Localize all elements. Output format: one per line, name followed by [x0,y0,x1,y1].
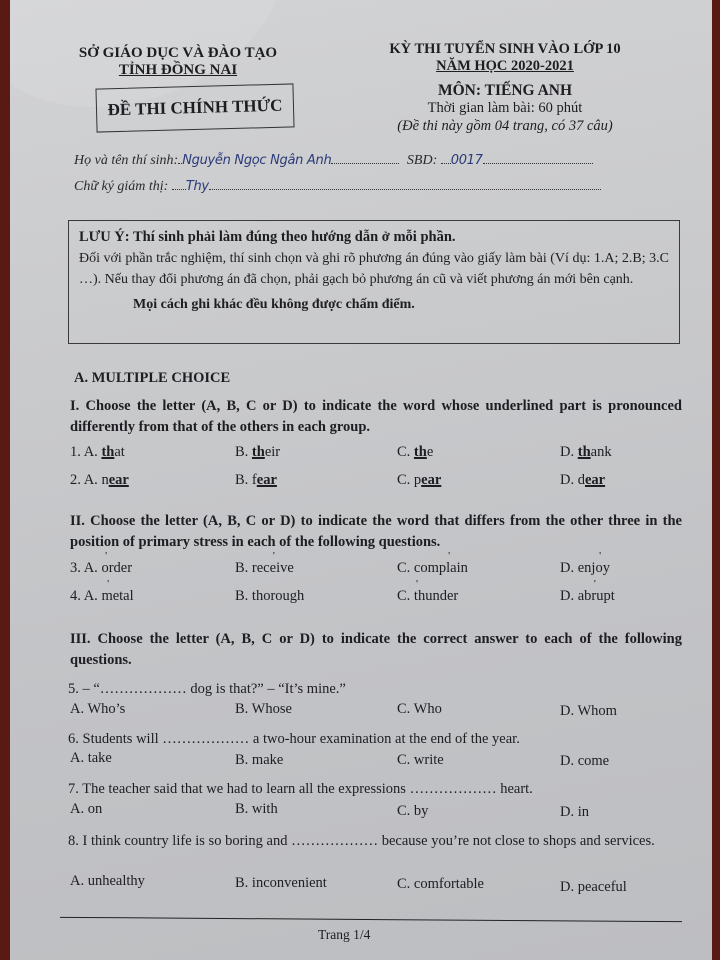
q5-option-a[interactable]: A. Who’s [70,701,126,717]
q4-option-b[interactable]: B. thorough [235,588,305,604]
q8-option-b[interactable]: B. inconvenient [235,875,327,891]
supervisor-signature[interactable]: Thy [185,179,209,194]
instruction-note-box [68,220,680,344]
note-final: Mọi cách ghi khác đều không được chấm điểm. [133,297,415,312]
duration: Thời gian làm bài: 60 phút [427,100,583,116]
question-6-options [70,750,690,770]
exam-paper [10,0,712,960]
q8-option-a[interactable]: A. unhealthy [70,873,145,889]
q7-option-d[interactable]: D. in [560,804,589,820]
stress-mark: ' e [270,560,276,576]
q5-option-b[interactable]: B. Whose [235,701,292,717]
sbd-label: SBD: [406,153,438,168]
q8-option-c[interactable]: C. comfortable [397,876,484,892]
section-title: A. MULTIPLE CHOICE [74,370,231,386]
stress-mark: ' m [101,588,112,604]
q3-option-d[interactable]: D. enj' oy [560,560,610,577]
supervisor-line [74,176,601,195]
question-1 [70,444,690,464]
question-2 [70,472,690,492]
q2-option-b[interactable]: B. fear [235,472,277,488]
q3-option-a[interactable]: 3. A. ' order [70,560,132,577]
part2-instruction: II. Choose the letter (A, B, C or D) to indicate the word that differs from the other three in the position of primary stress in each of the following questions. [70,513,682,550]
q4-option-a[interactable]: 4. A. ' metal [70,588,134,605]
q5-option-c[interactable]: C. Who [397,701,442,717]
q4-option-d[interactable]: D. ab' rupt [560,588,615,605]
department-line1: SỞ GIÁO DỤC VÀ ĐÀO TẠO [78,45,278,61]
q3-option-c[interactable]: C. comp' lain [397,560,468,577]
question-7-options [70,801,690,821]
q1-option-a[interactable]: 1. A. that [70,444,125,460]
supervisor-label: Chữ ký giám thị: [74,179,169,194]
stress-mark: ' o [595,560,602,576]
question-3 [70,560,690,580]
q7-stem: 7. The teacher said that we had to learn all the expressions ……………… heart. [68,781,533,797]
stress-mark: ' o [101,560,108,576]
q2-option-a[interactable]: 2. A. near [70,472,129,488]
official-exam-label: ĐỀ THI CHÍNH THỨC [95,83,294,132]
q5-option-d[interactable]: D. Whom [560,703,617,719]
question-5-options [70,701,690,721]
q7-option-b[interactable]: B. with [235,801,278,817]
stress-mark: ' r [591,588,596,604]
q6-stem: 6. Students will ……………… a two-hour examination at the end of the year. [68,731,520,747]
page-info: (Đề thi này gồm 04 trang, có 37 câu) [397,118,613,134]
part3-instruction: III. Choose the letter (A, B, C or D) to indicate the correct answer to each of the following questions. [70,631,682,668]
q6-option-c[interactable]: C. write [397,752,444,768]
part1-instruction: I. Choose the letter (A, B, C or D) to indicate the word whose underlined part is pronounced differently from that of the others in each group. [70,398,682,435]
q4-option-c[interactable]: C. ' thunder [397,588,458,605]
q8-option-d[interactable]: D. peaceful [560,879,627,895]
footer-divider [60,917,682,922]
q6-option-a[interactable]: A. take [70,750,112,766]
department-header [68,45,288,79]
q2-option-c[interactable]: C. pear [397,472,442,488]
note-body: Đối với phần trắc nghiệm, thí sinh chọn và ghi rõ phương án đúng vào giấy làm bài (Ví dụ: 1.A; 2.B; 3.C …). Nếu thay đổi phương án đã chọn, phải gạch bỏ phương án cũ và viết phương án mới bên cạnh. [79,251,669,287]
q2-option-d[interactable]: D. dear [560,472,606,488]
q7-option-c[interactable]: C. by [397,803,429,819]
q5-stem: 5. – “……………… dog is that?” – “It’s mine.” [68,681,346,697]
q3-option-b[interactable]: B. rec' eive [235,560,294,577]
sbd-value[interactable]: 0017 [450,153,483,168]
stress-mark: ' t [414,588,418,604]
exam-header [355,41,655,135]
subject: MÔN: TIẾNG ANH [437,82,573,99]
candidate-name-label: Họ và tên thí sinh: [74,153,179,168]
q7-option-a[interactable]: A. on [70,801,103,817]
q8-stem: 8. I think country life is so boring and ……………… because you’re not close to shops and services. [68,833,655,849]
q1-option-d[interactable]: D. thank [560,444,612,460]
question-4 [70,588,690,608]
q1-option-c[interactable]: C. the [397,444,434,460]
school-year: NĂM HỌC 2020-2021 [436,58,574,74]
candidate-name-line [74,150,593,169]
page-number: Trang 1/4 [318,927,371,942]
note-title: LƯU Ý: Thí sinh phải làm đúng theo hướng dẫn ở mỗi phần. [79,229,456,245]
stress-mark: ' l [446,560,450,576]
question-8-options [70,873,690,893]
department-line2: TỈNH ĐỒNG NAI [118,62,238,78]
q1-option-b[interactable]: B. their [235,444,281,460]
q6-option-d[interactable]: D. come [560,753,610,769]
candidate-name-value[interactable]: Nguyễn Ngọc Ngân Anh [182,153,332,168]
q6-option-b[interactable]: B. make [235,752,284,768]
exam-title: KỲ THI TUYỂN SINH VÀO LỚP 10 [389,41,621,57]
